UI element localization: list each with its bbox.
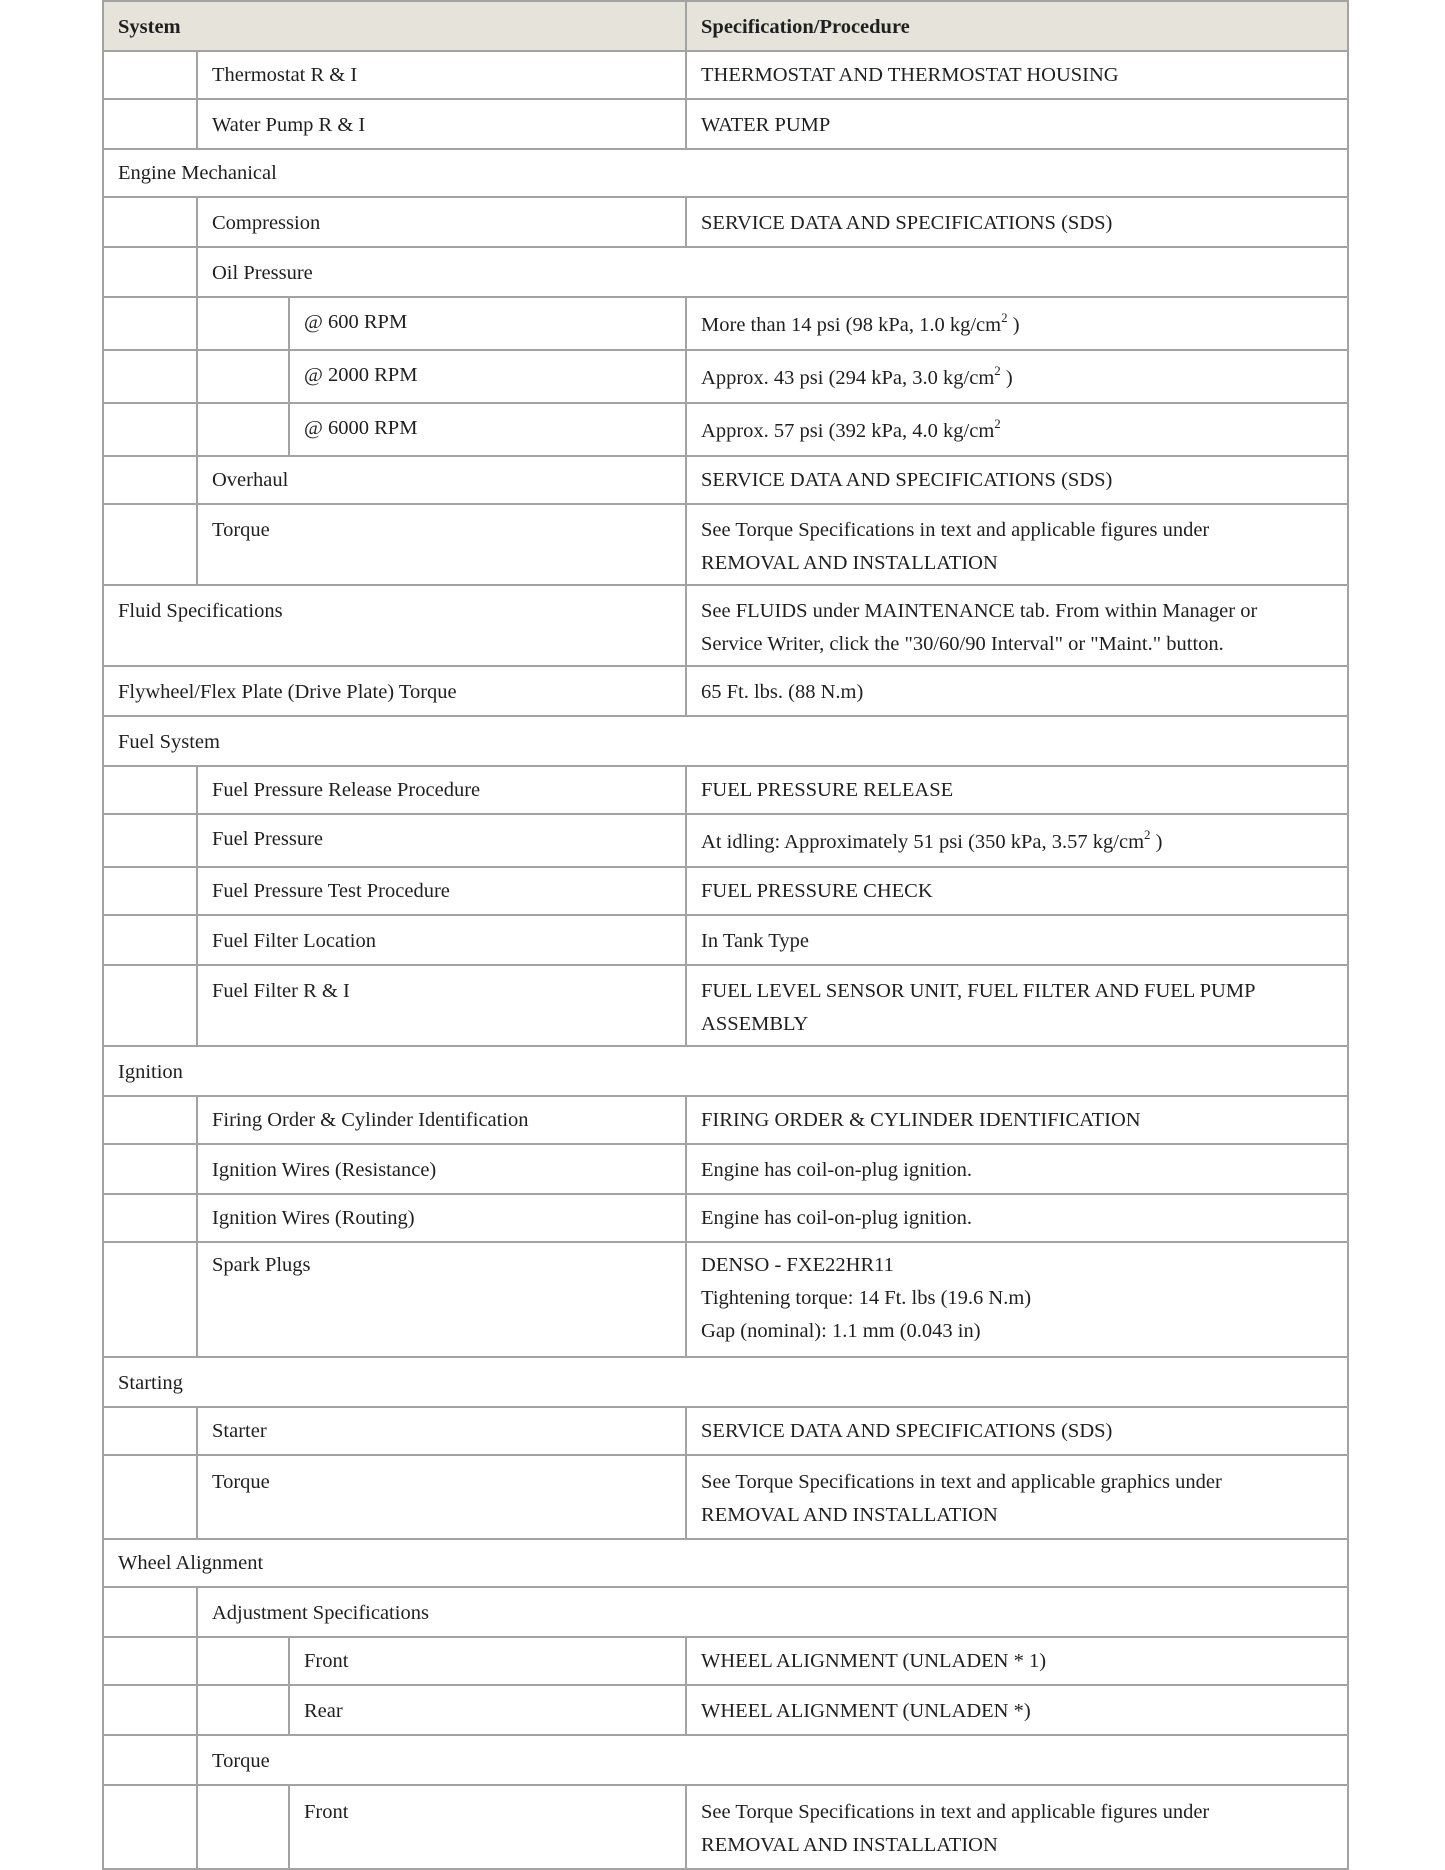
item-label: Flywheel/Flex Plate (Drive Plate) Torque <box>103 666 686 716</box>
item-label: Firing Order & Cylinder Identification <box>197 1096 686 1144</box>
item-label: Fluid Specifications <box>103 585 686 666</box>
item-label: Torque <box>197 1455 686 1539</box>
item-value: Approx. 57 psi (392 kPa, 4.0 $kg/cm^2$ <box>686 403 1348 456</box>
subsection-row <box>103 1587 1348 1637</box>
item-label: Fuel Filter Location <box>197 915 686 965</box>
section-row <box>103 1046 1348 1096</box>
table-row <box>103 51 1348 99</box>
indent-cell <box>103 297 197 350</box>
indent-cell <box>103 99 197 149</box>
indent-cell <box>197 350 289 403</box>
item-value: FUEL PRESSURE RELEASE <box>686 766 1348 814</box>
table-row <box>103 1785 1348 1869</box>
item-value: WHEEL ALIGNMENT (UNLADEN *) <box>686 1685 1348 1735</box>
indent-cell <box>103 1194 197 1242</box>
item-value: FUEL LEVEL SENSOR UNIT, FUEL FILTER AND FUEL PUMP ASSEMBLY <box>686 965 1348 1046</box>
table-row <box>103 403 1348 456</box>
indent-cell <box>103 403 197 456</box>
item-label: Fuel Pressure <box>197 814 686 867</box>
table-row <box>103 965 1348 1046</box>
indent-cell <box>103 867 197 915</box>
indent-cell <box>103 965 197 1046</box>
subsection-title: Torque <box>197 1735 1348 1785</box>
table-row <box>103 585 1348 666</box>
section-row <box>103 1357 1348 1407</box>
subsection-row <box>103 247 1348 297</box>
item-value: WATER PUMP <box>686 99 1348 149</box>
item-label: Front <box>289 1785 686 1869</box>
subsection-title: Adjustment Specifications <box>197 1587 1348 1637</box>
table-row <box>103 1194 1348 1242</box>
item-value: SERVICE DATA AND SPECIFICATIONS (SDS) <box>686 197 1348 247</box>
indent-cell <box>103 1785 197 1869</box>
table-row <box>103 814 1348 867</box>
indent-cell <box>103 504 197 585</box>
item-value: FUEL PRESSURE CHECK <box>686 867 1348 915</box>
item-value: Engine has coil-on-plug ignition. <box>686 1144 1348 1194</box>
section-title: Ignition <box>103 1046 1348 1096</box>
item-label: @ 2000 RPM <box>289 350 686 403</box>
table-row <box>103 1637 1348 1685</box>
indent-cell <box>197 1637 289 1685</box>
item-value: WHEEL ALIGNMENT (UNLADEN * 1) <box>686 1637 1348 1685</box>
item-value: THERMOSTAT AND THERMOSTAT HOUSING <box>686 51 1348 99</box>
table-row <box>103 456 1348 504</box>
table-row <box>103 297 1348 350</box>
section-row <box>103 716 1348 766</box>
item-value: 65 Ft. lbs. (88 N.m) <box>686 666 1348 716</box>
section-row <box>103 149 1348 197</box>
section-title: Wheel Alignment <box>103 1539 1348 1587</box>
header-row <box>103 1 1348 51</box>
section-row <box>103 1539 1348 1587</box>
table-row <box>103 504 1348 585</box>
item-value: At idling: Approximately 51 psi (350 kPa, 3.57 $kg/cm^2$ ) <box>686 814 1348 867</box>
item-value: DENSO - FXE22HR11 Tightening torque: 14 Ft. lbs (19.6 N.m) Gap (nominal): 1.1 mm (0.043 in) <box>686 1242 1348 1357</box>
item-value: See Torque Specifications in text and applicable figures under REMOVAL AND INSTALLATION <box>686 1785 1348 1869</box>
item-value: See FLUIDS under MAINTENANCE tab. From within Manager or Service Writer, click the "30/60/90 Interval" or "Maint." button. <box>686 585 1348 666</box>
table-row <box>103 1407 1348 1455</box>
item-label: Fuel Pressure Release Procedure <box>197 766 686 814</box>
item-label: Starter <box>197 1407 686 1455</box>
table-row <box>103 1144 1348 1194</box>
indent-cell <box>103 1242 197 1357</box>
indent-cell <box>103 1637 197 1685</box>
indent-cell <box>103 1587 197 1637</box>
table-row <box>103 1685 1348 1735</box>
indent-cell <box>103 1685 197 1735</box>
item-value: Approx. 43 psi (294 kPa, 3.0 $kg/cm^2$ ) <box>686 350 1348 403</box>
subsection-title: Oil Pressure <box>197 247 1348 297</box>
item-label: Fuel Filter R & I <box>197 965 686 1046</box>
indent-cell <box>103 915 197 965</box>
item-label: Ignition Wires (Resistance) <box>197 1144 686 1194</box>
item-label: Front <box>289 1637 686 1685</box>
item-label: Rear <box>289 1685 686 1735</box>
indent-cell <box>197 297 289 350</box>
item-value: In Tank Type <box>686 915 1348 965</box>
indent-cell <box>103 1735 197 1785</box>
section-title: Engine Mechanical <box>103 149 1348 197</box>
spec-header: Specification/Procedure <box>686 1 1348 51</box>
item-label: @ 6000 RPM <box>289 403 686 456</box>
indent-cell <box>103 350 197 403</box>
item-value: SERVICE DATA AND SPECIFICATIONS (SDS) <box>686 1407 1348 1455</box>
table-row <box>103 350 1348 403</box>
indent-cell <box>103 766 197 814</box>
table-row <box>103 766 1348 814</box>
item-label: Ignition Wires (Routing) <box>197 1194 686 1242</box>
item-label: Fuel Pressure Test Procedure <box>197 867 686 915</box>
item-value: FIRING ORDER & CYLINDER IDENTIFICATION <box>686 1096 1348 1144</box>
item-label: Spark Plugs <box>197 1242 686 1357</box>
system-header: System <box>103 1 686 51</box>
item-value: Engine has coil-on-plug ignition. <box>686 1194 1348 1242</box>
indent-cell <box>103 247 197 297</box>
indent-cell <box>197 403 289 456</box>
indent-cell <box>103 197 197 247</box>
table-row <box>103 666 1348 716</box>
indent-cell <box>103 1096 197 1144</box>
item-label: @ 600 RPM <box>289 297 686 350</box>
item-value: SERVICE DATA AND SPECIFICATIONS (SDS) <box>686 456 1348 504</box>
indent-cell <box>103 814 197 867</box>
indent-cell <box>197 1685 289 1735</box>
section-title: Fuel System <box>103 716 1348 766</box>
item-label: Torque <box>197 504 686 585</box>
table-row <box>103 867 1348 915</box>
table-row <box>103 1096 1348 1144</box>
indent-cell <box>103 51 197 99</box>
item-value: See Torque Specifications in text and applicable figures under REMOVAL AND INSTALLATION <box>686 504 1348 585</box>
table-row <box>103 915 1348 965</box>
item-label: Thermostat R & I <box>197 51 686 99</box>
item-value: See Torque Specifications in text and applicable graphics under REMOVAL AND INSTALLATION <box>686 1455 1348 1539</box>
table-row <box>103 1455 1348 1539</box>
indent-cell <box>103 1455 197 1539</box>
item-value: More than 14 psi (98 kPa, 1.0 $kg/cm^2$ ) <box>686 297 1348 350</box>
table-row <box>103 197 1348 247</box>
section-title: Starting <box>103 1357 1348 1407</box>
indent-cell <box>103 1144 197 1194</box>
item-label: Water Pump R & I <box>197 99 686 149</box>
subsection-row <box>103 1735 1348 1785</box>
item-label: Compression <box>197 197 686 247</box>
table-row <box>103 99 1348 149</box>
item-label: Overhaul <box>197 456 686 504</box>
indent-cell <box>197 1785 289 1869</box>
table-row <box>103 1242 1348 1357</box>
indent-cell <box>103 456 197 504</box>
indent-cell <box>103 1407 197 1455</box>
spec-table <box>102 0 1349 1870</box>
